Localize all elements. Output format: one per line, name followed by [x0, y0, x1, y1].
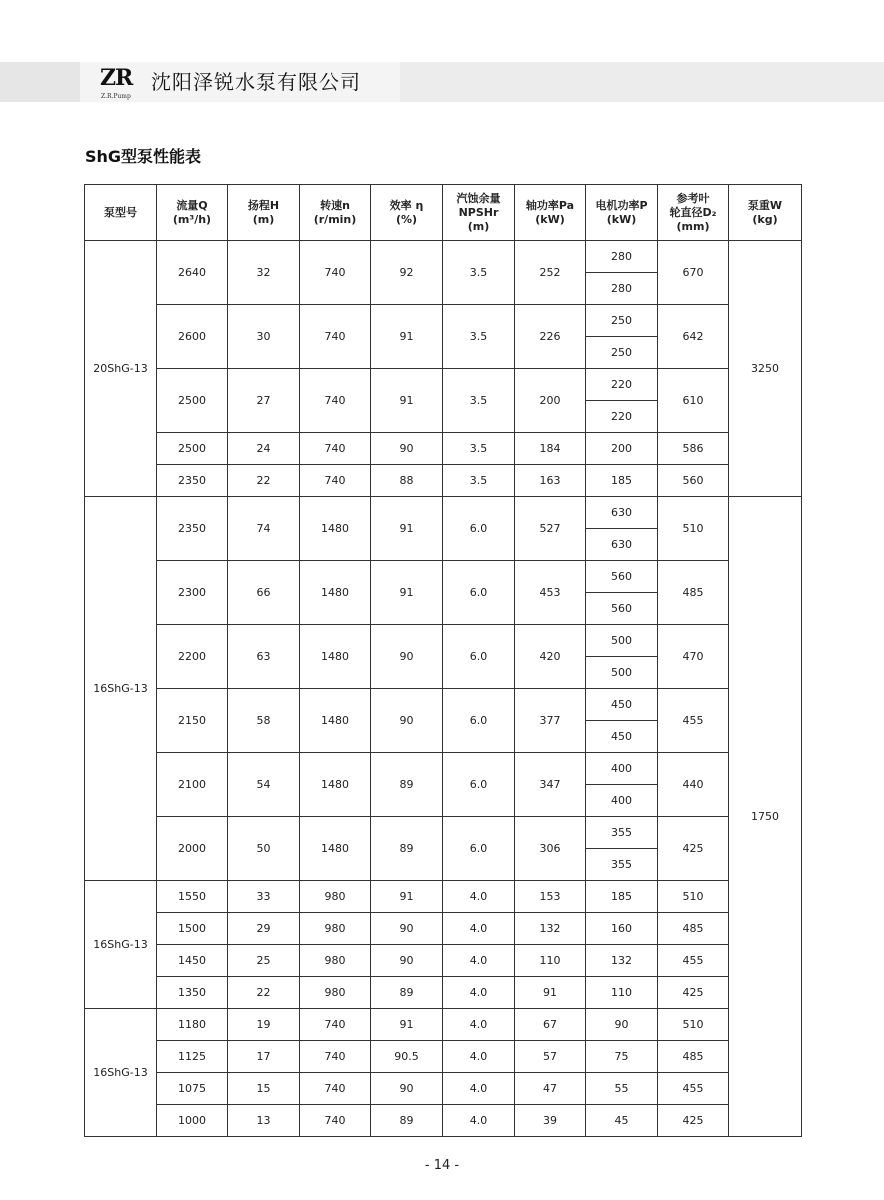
efficiency-cell: 91 — [371, 369, 443, 433]
npshr-cell: 4.0 — [443, 1073, 515, 1105]
flow-cell: 1500 — [157, 913, 228, 945]
npshr-cell: 6.0 — [443, 689, 515, 753]
npshr-cell: 4.0 — [443, 881, 515, 913]
column-header-line: 轴功率Pa — [525, 198, 575, 212]
flow-cell: 1180 — [157, 1009, 228, 1041]
shaft-power-cell: 226 — [515, 305, 586, 369]
efficiency-cell: 90 — [371, 625, 443, 689]
column-header-line: (kg) — [752, 212, 778, 226]
pump-model-cell: 16ShG-13 — [85, 1009, 157, 1137]
head-cell: 22 — [228, 977, 300, 1009]
column-header-line: (kW) — [535, 212, 565, 226]
efficiency-cell: 90 — [371, 913, 443, 945]
table-row — [85, 241, 802, 273]
npshr-cell: 4.0 — [443, 1009, 515, 1041]
column-header — [586, 185, 658, 241]
motor-power-cell: 280 — [586, 273, 658, 305]
table-row — [85, 369, 802, 401]
column-header — [371, 185, 443, 241]
head-cell: 30 — [228, 305, 300, 369]
speed-cell: 740 — [300, 241, 371, 305]
npshr-cell: 6.0 — [443, 753, 515, 817]
pump-model-cell: 16ShG-13 — [85, 497, 157, 881]
speed-cell: 1480 — [300, 625, 371, 689]
table-row — [85, 881, 802, 913]
shaft-power-cell: 67 — [515, 1009, 586, 1041]
speed-cell: 1480 — [300, 561, 371, 625]
impeller-diameter-cell: 485 — [658, 561, 729, 625]
efficiency-cell: 91 — [371, 881, 443, 913]
efficiency-cell: 92 — [371, 241, 443, 305]
pump-model-cell: 20ShG-13 — [85, 241, 157, 497]
flow-cell: 1125 — [157, 1041, 228, 1073]
speed-cell: 740 — [300, 1105, 371, 1137]
table-row — [85, 753, 802, 785]
efficiency-cell: 90.5 — [371, 1041, 443, 1073]
head-cell: 25 — [228, 945, 300, 977]
npshr-cell: 4.0 — [443, 945, 515, 977]
table-row — [85, 497, 802, 529]
impeller-diameter-cell: 425 — [658, 817, 729, 881]
table-row — [85, 913, 802, 945]
motor-power-cell: 200 — [586, 433, 658, 465]
column-header-line: 泵重W — [747, 198, 783, 212]
speed-cell: 740 — [300, 433, 371, 465]
impeller-diameter-cell: 560 — [658, 465, 729, 497]
column-header-line: (mm) — [676, 219, 710, 233]
npshr-cell: 6.0 — [443, 625, 515, 689]
impeller-diameter-cell: 510 — [658, 881, 729, 913]
efficiency-cell: 91 — [371, 1009, 443, 1041]
head-cell: 27 — [228, 369, 300, 433]
shaft-power-cell: 252 — [515, 241, 586, 305]
flow-cell: 1350 — [157, 977, 228, 1009]
logo-mark: ZR — [100, 65, 133, 91]
impeller-diameter-cell: 586 — [658, 433, 729, 465]
company-logo — [100, 66, 146, 106]
column-header-line: 轮直径D₂ — [669, 205, 717, 219]
pump-weight-cell: 1750 — [729, 497, 802, 1137]
speed-cell: 980 — [300, 881, 371, 913]
motor-power-cell: 220 — [586, 401, 658, 433]
impeller-diameter-cell: 440 — [658, 753, 729, 817]
column-header-line: (m) — [252, 212, 275, 226]
shaft-power-cell: 153 — [515, 881, 586, 913]
flow-cell: 2100 — [157, 753, 228, 817]
flow-cell: 2300 — [157, 561, 228, 625]
head-cell: 17 — [228, 1041, 300, 1073]
motor-power-cell: 160 — [586, 913, 658, 945]
shaft-power-cell: 420 — [515, 625, 586, 689]
impeller-diameter-cell: 455 — [658, 1073, 729, 1105]
motor-power-cell: 110 — [586, 977, 658, 1009]
column-header-line: 汽蚀余量 — [456, 191, 501, 205]
motor-power-cell: 450 — [586, 689, 658, 721]
shaft-power-cell: 163 — [515, 465, 586, 497]
head-cell: 54 — [228, 753, 300, 817]
head-cell: 32 — [228, 241, 300, 305]
head-cell: 15 — [228, 1073, 300, 1105]
efficiency-cell: 91 — [371, 305, 443, 369]
motor-power-cell: 132 — [586, 945, 658, 977]
shaft-power-cell: 39 — [515, 1105, 586, 1137]
motor-power-cell: 355 — [586, 849, 658, 881]
column-header — [443, 185, 515, 241]
column-header-line: (%) — [395, 212, 418, 226]
motor-power-cell: 560 — [586, 593, 658, 625]
shaft-power-cell: 377 — [515, 689, 586, 753]
column-header — [85, 185, 157, 241]
flow-cell: 1550 — [157, 881, 228, 913]
motor-power-cell: 185 — [586, 465, 658, 497]
column-header-line: (m) — [467, 219, 490, 233]
table-row — [85, 465, 802, 497]
shaft-power-cell: 306 — [515, 817, 586, 881]
motor-power-cell: 90 — [586, 1009, 658, 1041]
head-cell: 74 — [228, 497, 300, 561]
flow-cell: 1075 — [157, 1073, 228, 1105]
column-header — [228, 185, 300, 241]
motor-power-cell: 280 — [586, 241, 658, 273]
table-row — [85, 305, 802, 337]
motor-power-cell: 400 — [586, 785, 658, 817]
speed-cell: 740 — [300, 369, 371, 433]
motor-power-cell: 500 — [586, 657, 658, 689]
shaft-power-cell: 453 — [515, 561, 586, 625]
speed-cell: 1480 — [300, 689, 371, 753]
efficiency-cell: 89 — [371, 817, 443, 881]
npshr-cell: 6.0 — [443, 817, 515, 881]
efficiency-cell: 90 — [371, 945, 443, 977]
speed-cell: 740 — [300, 1009, 371, 1041]
impeller-diameter-cell: 485 — [658, 1041, 729, 1073]
efficiency-cell: 90 — [371, 689, 443, 753]
pump-weight-cell: 3250 — [729, 241, 802, 497]
flow-cell: 2600 — [157, 305, 228, 369]
table-row — [85, 433, 802, 465]
flow-cell: 2500 — [157, 433, 228, 465]
npshr-cell: 4.0 — [443, 977, 515, 1009]
column-header-line: 转速n — [320, 198, 350, 212]
impeller-diameter-cell: 510 — [658, 497, 729, 561]
impeller-diameter-cell: 425 — [658, 977, 729, 1009]
table-row — [85, 977, 802, 1009]
column-header — [157, 185, 228, 241]
shaft-power-cell: 47 — [515, 1073, 586, 1105]
motor-power-cell: 250 — [586, 305, 658, 337]
table-row — [85, 689, 802, 721]
table-row — [85, 1009, 802, 1041]
motor-power-cell: 55 — [586, 1073, 658, 1105]
motor-power-cell: 250 — [586, 337, 658, 369]
column-header — [515, 185, 586, 241]
shaft-power-cell: 57 — [515, 1041, 586, 1073]
table-body — [85, 241, 802, 1137]
motor-power-cell: 355 — [586, 817, 658, 849]
impeller-diameter-cell: 455 — [658, 689, 729, 753]
impeller-diameter-cell: 670 — [658, 241, 729, 305]
impeller-diameter-cell: 425 — [658, 1105, 729, 1137]
flow-cell: 2350 — [157, 465, 228, 497]
motor-power-cell: 560 — [586, 561, 658, 593]
impeller-diameter-cell: 470 — [658, 625, 729, 689]
head-cell: 63 — [228, 625, 300, 689]
impeller-diameter-cell: 485 — [658, 913, 729, 945]
column-header-line: (m³/h) — [172, 212, 212, 226]
speed-cell: 980 — [300, 945, 371, 977]
flow-cell: 1000 — [157, 1105, 228, 1137]
head-cell: 58 — [228, 689, 300, 753]
efficiency-cell: 91 — [371, 497, 443, 561]
column-header-line: NPSHr — [458, 205, 499, 219]
table-row — [85, 945, 802, 977]
speed-cell: 1480 — [300, 753, 371, 817]
efficiency-cell: 89 — [371, 1105, 443, 1137]
flow-cell: 2000 — [157, 817, 228, 881]
speed-cell: 740 — [300, 305, 371, 369]
efficiency-cell: 91 — [371, 561, 443, 625]
page-title: ShG型泵性能表 — [85, 147, 202, 166]
column-header — [658, 185, 729, 241]
column-header-line: (kW) — [606, 212, 637, 226]
efficiency-cell: 89 — [371, 977, 443, 1009]
motor-power-cell: 185 — [586, 881, 658, 913]
head-cell: 24 — [228, 433, 300, 465]
shaft-power-cell: 347 — [515, 753, 586, 817]
npshr-cell: 3.5 — [443, 433, 515, 465]
speed-cell: 740 — [300, 465, 371, 497]
table-row — [85, 817, 802, 849]
impeller-diameter-cell: 610 — [658, 369, 729, 433]
performance-table — [84, 184, 802, 1137]
table-row — [85, 1073, 802, 1105]
npshr-cell: 3.5 — [443, 465, 515, 497]
column-header — [300, 185, 371, 241]
npshr-cell: 4.0 — [443, 913, 515, 945]
flow-cell: 2350 — [157, 497, 228, 561]
speed-cell: 1480 — [300, 817, 371, 881]
npshr-cell: 3.5 — [443, 369, 515, 433]
column-header-line: 参考叶 — [676, 191, 710, 205]
shaft-power-cell: 132 — [515, 913, 586, 945]
head-cell: 66 — [228, 561, 300, 625]
head-cell: 22 — [228, 465, 300, 497]
speed-cell: 980 — [300, 977, 371, 1009]
npshr-cell: 4.0 — [443, 1041, 515, 1073]
impeller-diameter-cell: 510 — [658, 1009, 729, 1041]
shaft-power-cell: 527 — [515, 497, 586, 561]
table-row — [85, 1041, 802, 1073]
motor-power-cell: 450 — [586, 721, 658, 753]
column-header — [729, 185, 802, 241]
speed-cell: 740 — [300, 1073, 371, 1105]
efficiency-cell: 89 — [371, 753, 443, 817]
flow-cell: 2500 — [157, 369, 228, 433]
page-number: - 14 - — [424, 1158, 460, 1173]
logo-subtitle: Z.R.Pump — [101, 93, 131, 100]
efficiency-cell: 90 — [371, 433, 443, 465]
speed-cell: 980 — [300, 913, 371, 945]
head-cell: 29 — [228, 913, 300, 945]
npshr-cell: 4.0 — [443, 1105, 515, 1137]
npshr-cell: 6.0 — [443, 497, 515, 561]
pump-model-cell: 16ShG-13 — [85, 881, 157, 1009]
flow-cell: 2150 — [157, 689, 228, 753]
shaft-power-cell: 91 — [515, 977, 586, 1009]
motor-power-cell: 500 — [586, 625, 658, 657]
flow-cell: 2640 — [157, 241, 228, 305]
motor-power-cell: 45 — [586, 1105, 658, 1137]
shaft-power-cell: 200 — [515, 369, 586, 433]
column-header-line: 泵型号 — [104, 205, 137, 219]
npshr-cell: 6.0 — [443, 561, 515, 625]
motor-power-cell: 630 — [586, 529, 658, 561]
head-cell: 33 — [228, 881, 300, 913]
motor-power-cell: 220 — [586, 369, 658, 401]
impeller-diameter-cell: 642 — [658, 305, 729, 369]
column-header-line: 流量Q — [176, 198, 208, 212]
column-header-line: 电机功率P — [595, 198, 648, 212]
motor-power-cell: 400 — [586, 753, 658, 785]
speed-cell: 1480 — [300, 497, 371, 561]
efficiency-cell: 90 — [371, 1073, 443, 1105]
head-cell: 19 — [228, 1009, 300, 1041]
table-row — [85, 1105, 802, 1137]
motor-power-cell: 630 — [586, 497, 658, 529]
npshr-cell: 3.5 — [443, 241, 515, 305]
column-header-line: 效率 η — [389, 198, 424, 212]
column-header-line: (r/min) — [313, 212, 357, 226]
head-cell: 50 — [228, 817, 300, 881]
table-row — [85, 561, 802, 593]
shaft-power-cell: 184 — [515, 433, 586, 465]
impeller-diameter-cell: 455 — [658, 945, 729, 977]
table-header-row — [85, 185, 802, 241]
column-header-line: 扬程H — [247, 198, 280, 212]
flow-cell: 1450 — [157, 945, 228, 977]
flow-cell: 2200 — [157, 625, 228, 689]
efficiency-cell: 88 — [371, 465, 443, 497]
motor-power-cell: 75 — [586, 1041, 658, 1073]
company-name: 沈阳泽锐水泵有限公司 — [151, 70, 361, 94]
head-cell: 13 — [228, 1105, 300, 1137]
table-row — [85, 625, 802, 657]
npshr-cell: 3.5 — [443, 305, 515, 369]
speed-cell: 740 — [300, 1041, 371, 1073]
shaft-power-cell: 110 — [515, 945, 586, 977]
